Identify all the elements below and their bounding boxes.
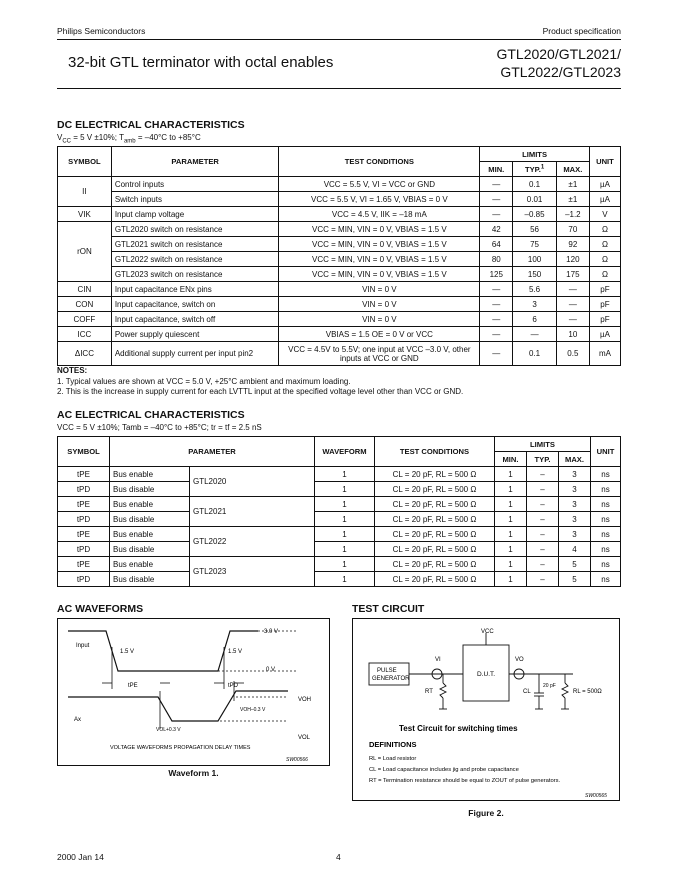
part-line-2: GTL2022/GTL2023 (500, 64, 621, 80)
label-voh-03: VOH–0.3 V (240, 707, 266, 713)
ac-characteristics-table (57, 436, 621, 587)
table-row (58, 342, 621, 366)
cell-param: Power supply quiescent (111, 327, 279, 342)
cell-typ: – (527, 572, 559, 587)
cell-typ: 0.01 (513, 192, 556, 207)
cell-typ: 6 (513, 312, 556, 327)
table-row (58, 512, 621, 527)
label-dut: D.U.T. (477, 671, 496, 678)
cell-unit: Ω (589, 237, 620, 252)
cell-symbol: VIK (58, 207, 112, 222)
cell-min: 1 (495, 467, 527, 482)
cell-device: GTL2022 (190, 527, 315, 557)
cell-max: 0.5 (556, 342, 589, 366)
cell-unit: ns (591, 482, 621, 497)
cell-sym: tPE (58, 557, 110, 572)
cell-param: Bus enable (110, 467, 190, 482)
page-number: 4 (336, 852, 341, 862)
cell-param: GTL2023 switch on resistance (111, 267, 279, 282)
col-min: MIN. (495, 452, 527, 467)
cell-unit: ns (591, 512, 621, 527)
table-header-row (58, 147, 621, 162)
col-waveform: WAVEFORM (315, 437, 375, 467)
table-row (58, 467, 621, 482)
test-circuit-svg (353, 619, 621, 802)
table-row (58, 177, 621, 192)
cell-max: — (556, 297, 589, 312)
label-cl: CL (523, 689, 531, 695)
cell-param: Bus disable (110, 512, 190, 527)
cell-test: CL = 20 pF, RL = 500 Ω (375, 482, 495, 497)
cell-min: — (480, 312, 513, 327)
cell-unit: ns (591, 467, 621, 482)
definition-cl: CL = Load capacitance includes jig and probe capacitance (369, 767, 519, 773)
label-generator: GENERATOR (372, 676, 410, 682)
cell-max: ±1 (556, 192, 589, 207)
cell-symbol: ICC (58, 327, 112, 342)
cell-param: Input capacitance, switch on (111, 297, 279, 312)
cell-typ: 5.6 (513, 282, 556, 297)
cell-min: 1 (495, 512, 527, 527)
ac-conditions: VCC = 5 V ±10%; Tamb = –40°C to +85°C; tr = tf = 2.5 nS (57, 423, 262, 432)
note-1: 1. Typical values are shown at VCC = 5.0 V, +25°C ambient and maximum loading. (57, 376, 351, 386)
cell-sym: tPD (58, 482, 110, 497)
cell-test: VCC = MIN, VIN = 0 V, VBIAS = 1.5 V (279, 252, 480, 267)
cell-wave: 1 (315, 557, 375, 572)
cell-test: CL = 20 pF, RL = 500 Ω (375, 512, 495, 527)
col-max: MAX. (559, 452, 591, 467)
cell-min: — (480, 192, 513, 207)
cell-typ: 3 (513, 297, 556, 312)
cell-unit: Ω (589, 252, 620, 267)
col-parameter: PARAMETER (111, 147, 279, 177)
document-type: Product specification (542, 26, 621, 36)
circuit-caption: Test Circuit for switching times (399, 724, 518, 733)
table-row (58, 572, 621, 587)
rt-resistor (440, 683, 446, 698)
cell-max: 10 (556, 327, 589, 342)
table-row (58, 207, 621, 222)
cell-typ: 56 (513, 222, 556, 237)
output-waveform (68, 691, 288, 721)
cell-unit: pF (589, 297, 620, 312)
cell-unit: pF (589, 282, 620, 297)
notes (57, 366, 463, 398)
label-3v: 3.0 V (264, 629, 279, 635)
cell-param: Bus enable (110, 557, 190, 572)
test-circuit-diagram (352, 618, 620, 801)
cell-symbol: CON (58, 297, 112, 312)
label-20pf: 20 pF (543, 683, 556, 689)
cell-min: 125 (480, 267, 513, 282)
cell-wave: 1 (315, 542, 375, 557)
label-tpe: tPE (128, 683, 138, 689)
cell-test: VCC = 4.5V to 5.5V; one input at VCC –3.0 V, other inputs at VCC or GND (279, 342, 480, 366)
label-rt: RT (425, 689, 433, 695)
circuit-figure-caption: Figure 2. (468, 808, 504, 818)
cell-param: Bus disable (110, 572, 190, 587)
col-max: MAX. (556, 162, 589, 177)
cell-param: Control inputs (111, 177, 279, 192)
note-2: 2. This is the increase in supply current for each LVTTL input at the specified voltage level other than VCC or GND. (57, 387, 464, 396)
cell-min: 1 (495, 572, 527, 587)
table-row (58, 252, 621, 267)
cell-min: — (480, 207, 513, 222)
cell-typ: – (527, 467, 559, 482)
label-tpd: tPD (228, 683, 239, 689)
col-test-conditions: TEST CONDITIONS (279, 147, 480, 177)
cell-min: — (480, 297, 513, 312)
definition-rl: RL = Load resistor (369, 756, 417, 762)
col-unit: UNIT (591, 437, 621, 467)
cell-test: VCC = MIN, VIN = 0 V, VBIAS = 1.5 V (279, 237, 480, 252)
cell-min: — (480, 327, 513, 342)
cell-wave: 1 (315, 572, 375, 587)
cell-unit: ns (591, 527, 621, 542)
header-rule (57, 39, 621, 40)
cell-test: VIN = 0 V (279, 312, 480, 327)
circuit-code: SW00565 (585, 793, 607, 799)
dc-conditions: $V_{CC} = 5$ V ±10%; $T_{amb} = -40^\circ C$ to +85°C (57, 133, 201, 145)
table-row (58, 312, 621, 327)
cell-max: 3 (559, 497, 591, 512)
label-vcc: VCC (481, 629, 494, 635)
cell-test: VCC = 5.5 V, VI = 1.65 V, VBIAS = 0 V (279, 192, 480, 207)
definitions-title: DEFINITIONS (369, 740, 417, 749)
dc-characteristics-table (57, 146, 621, 366)
cell-max: 3 (559, 527, 591, 542)
col-parameter: PARAMETER (110, 437, 315, 467)
cell-sym: tPD (58, 572, 110, 587)
cell-symbol: II (58, 177, 112, 207)
cell-param: Bus disable (110, 542, 190, 557)
dc-section-title: DC ELECTRICAL CHARACTERISTICS (57, 119, 245, 131)
cell-param: GTL2020 switch on resistance (111, 222, 279, 237)
cell-typ: – (527, 497, 559, 512)
label-1-5v-a: 1.5 V (120, 649, 135, 655)
cell-unit: µA (589, 327, 620, 342)
col-unit: UNIT (589, 147, 620, 177)
table-row (58, 497, 621, 512)
cell-wave: 1 (315, 467, 375, 482)
cell-min: 1 (495, 482, 527, 497)
cell-sym: tPE (58, 497, 110, 512)
cell-symbol: COFF (58, 312, 112, 327)
cell-test: VBIAS = 1.5 OE = 0 V or VCC (279, 327, 480, 342)
col-typ: TYP. (527, 452, 559, 467)
cell-unit: Ω (589, 267, 620, 282)
col-test-conditions: TEST CONDITIONS (375, 437, 495, 467)
cell-typ: – (527, 527, 559, 542)
cell-typ: 150 (513, 267, 556, 282)
cell-param: Input capacitance, switch off (111, 312, 279, 327)
cell-typ: – (527, 482, 559, 497)
cell-min: 1 (495, 527, 527, 542)
cell-typ: — (513, 327, 556, 342)
cell-typ: –0.85 (513, 207, 556, 222)
ac-waveforms-title: AC WAVEFORMS (57, 603, 144, 615)
cell-max: 3 (559, 467, 591, 482)
cell-sym: tPD (58, 512, 110, 527)
cell-test: CL = 20 pF, RL = 500 Ω (375, 542, 495, 557)
footer-date: 2000 Jan 14 (57, 852, 104, 862)
cell-typ: – (527, 542, 559, 557)
cell-device: GTL2023 (190, 557, 315, 587)
cell-test: CL = 20 pF, RL = 500 Ω (375, 497, 495, 512)
cell-max: 5 (559, 557, 591, 572)
cell-unit: µA (589, 177, 620, 192)
table-row (58, 267, 621, 282)
notes-title: NOTES: (57, 366, 88, 375)
cell-unit: Ω (589, 222, 620, 237)
label-input: Input (76, 643, 90, 649)
label-vo: VO (515, 657, 524, 663)
table-row (58, 327, 621, 342)
label-vol-03: VOL+0.3 V (156, 727, 181, 733)
label-ax: Ax (74, 717, 82, 723)
label-vi: VI (435, 657, 441, 663)
cell-typ: 0.1 (513, 342, 556, 366)
cell-test: VCC = 5.5 V, VI = VCC or GND (279, 177, 480, 192)
waveform-svg (58, 619, 331, 767)
cell-max: ±1 (556, 177, 589, 192)
cell-unit: µA (589, 192, 620, 207)
cell-symbol: ΔICC (58, 342, 112, 366)
cell-param: Additional supply current per input pin2 (111, 342, 279, 366)
cell-max: — (556, 282, 589, 297)
table-header-row (58, 437, 621, 452)
document-title: 32-bit GTL terminator with octal enables (68, 54, 334, 71)
col-limits: LIMITS (480, 147, 590, 162)
cell-unit: ns (591, 542, 621, 557)
definition-rt: RT = Termination resistance should be equal to ZOUT of pulse generators. (369, 778, 561, 784)
header-rule-2 (57, 88, 621, 89)
cell-min: 64 (480, 237, 513, 252)
cell-wave: 1 (315, 512, 375, 527)
test-circuit-title: TEST CIRCUIT (352, 603, 425, 615)
cell-param: GTL2021 switch on resistance (111, 237, 279, 252)
table-row (58, 282, 621, 297)
cell-test: CL = 20 pF, RL = 500 Ω (375, 467, 495, 482)
cell-device: GTL2020 (190, 467, 315, 497)
cell-typ: – (527, 557, 559, 572)
cell-unit: V (589, 207, 620, 222)
label-0v: 0 V (266, 667, 276, 673)
cell-min: — (480, 282, 513, 297)
table-row (58, 297, 621, 312)
cell-typ: 100 (513, 252, 556, 267)
rl-resistor (562, 683, 568, 698)
cell-unit: ns (591, 497, 621, 512)
col-typ: TYP.$^1$ (513, 162, 556, 177)
cell-device: GTL2021 (190, 497, 315, 527)
cell-test: VCC = 4.5 V, IIK = –18 mA (279, 207, 480, 222)
cell-param: Bus disable (110, 482, 190, 497)
label-voh: VOH (298, 697, 312, 703)
table-row (58, 557, 621, 572)
cell-max: 70 (556, 222, 589, 237)
cell-wave: 1 (315, 482, 375, 497)
cell-typ: – (527, 512, 559, 527)
cell-max: 5 (559, 572, 591, 587)
cell-param: Input clamp voltage (111, 207, 279, 222)
cell-min: 80 (480, 252, 513, 267)
waveform-diagram (57, 618, 330, 766)
company-name: Philips Semiconductors (57, 26, 146, 36)
cell-min: 42 (480, 222, 513, 237)
waveform-caption: VOLTAGE WAVEFORMS PROPAGATION DELAY TIMES (110, 745, 251, 751)
part-line-1: GTL2020/GTL2021/ (496, 46, 621, 62)
table-row (58, 527, 621, 542)
label-rl: RL = 500Ω (573, 689, 602, 695)
cell-max: — (556, 312, 589, 327)
col-limits: LIMITS (495, 437, 591, 452)
label-pulse: PULSE (377, 668, 397, 674)
col-min: MIN. (480, 162, 513, 177)
cell-sym: tPD (58, 542, 110, 557)
cell-typ: 75 (513, 237, 556, 252)
cell-test: CL = 20 pF, RL = 500 Ω (375, 572, 495, 587)
cell-typ: 0.1 (513, 177, 556, 192)
table-row (58, 192, 621, 207)
cell-min: — (480, 177, 513, 192)
cell-test: VCC = MIN, VIN = 0 V, VBIAS = 1.5 V (279, 222, 480, 237)
cell-min: — (480, 342, 513, 366)
cell-wave: 1 (315, 527, 375, 542)
cell-param: GTL2022 switch on resistance (111, 252, 279, 267)
cell-unit: pF (589, 312, 620, 327)
col-symbol: SYMBOL (58, 437, 110, 467)
cell-max: 3 (559, 482, 591, 497)
cell-unit: ns (591, 557, 621, 572)
cell-unit: ns (591, 572, 621, 587)
label-vol: VOL (298, 735, 311, 741)
waveform-code: SW00566 (286, 757, 308, 763)
col-symbol: SYMBOL (58, 147, 112, 177)
cell-max: 3 (559, 512, 591, 527)
cell-max: 120 (556, 252, 589, 267)
cell-min: 1 (495, 497, 527, 512)
part-numbers (496, 45, 621, 81)
ac-section-title: AC ELECTRICAL CHARACTERISTICS (57, 409, 245, 421)
table-row (58, 542, 621, 557)
cell-wave: 1 (315, 497, 375, 512)
cell-max: 92 (556, 237, 589, 252)
cell-test: VIN = 0 V (279, 282, 480, 297)
cell-min: 1 (495, 542, 527, 557)
cell-max: 175 (556, 267, 589, 282)
cell-max: 4 (559, 542, 591, 557)
cell-param: Switch inputs (111, 192, 279, 207)
table-row (58, 237, 621, 252)
cell-symbol: CIN (58, 282, 112, 297)
cell-param: Input capacitance ENx pins (111, 282, 279, 297)
table-row (58, 482, 621, 497)
cell-min: 1 (495, 557, 527, 572)
waveform-figure-caption: Waveform 1. (168, 768, 219, 778)
cell-sym: tPE (58, 467, 110, 482)
cell-test: VIN = 0 V (279, 297, 480, 312)
cell-sym: tPE (58, 527, 110, 542)
label-1-5v-b: 1.5 V (228, 649, 243, 655)
cell-test: VCC = MIN, VIN = 0 V, VBIAS = 1.5 V (279, 267, 480, 282)
cell-test: CL = 20 pF, RL = 500 Ω (375, 527, 495, 542)
cell-param: Bus enable (110, 527, 190, 542)
cell-max: –1.2 (556, 207, 589, 222)
cell-test: CL = 20 pF, RL = 500 Ω (375, 557, 495, 572)
table-row (58, 222, 621, 237)
cell-symbol: rON (58, 222, 112, 282)
cell-param: Bus enable (110, 497, 190, 512)
cell-unit: mA (589, 342, 620, 366)
